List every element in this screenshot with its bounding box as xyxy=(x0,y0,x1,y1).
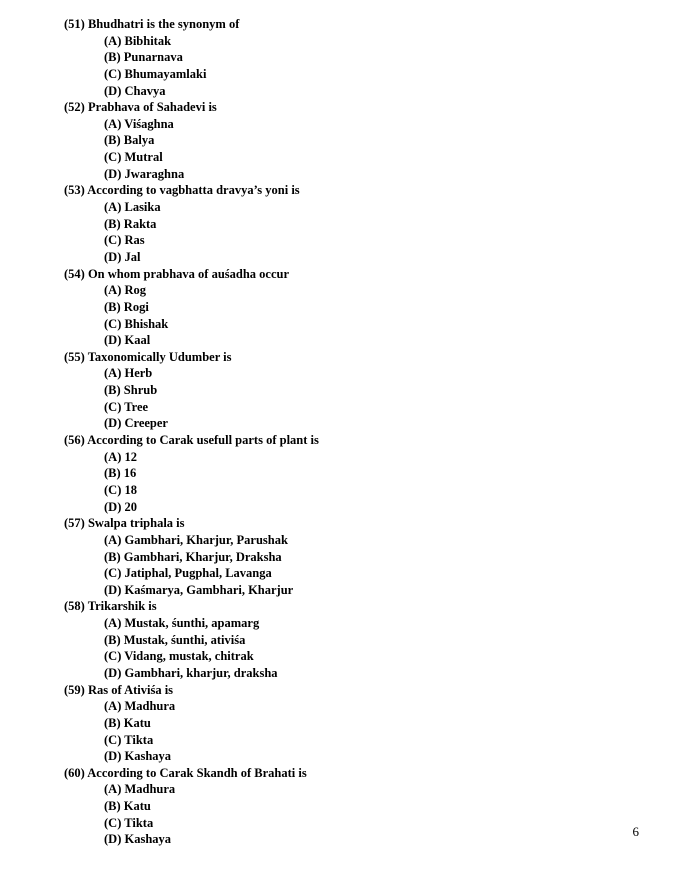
option-c: (C) Jatiphal, Pugphal, Lavanga xyxy=(104,566,272,581)
option-a: (A) Rog xyxy=(104,283,147,298)
question-text: (58) Trikarshik is xyxy=(64,599,157,614)
option-b: (B) Punarnava xyxy=(104,50,183,65)
option-a: (A) Bibhitak xyxy=(104,33,172,48)
option-d: (D) Kashaya xyxy=(104,832,172,847)
option-a: (A) Madhura xyxy=(104,782,176,797)
question-block xyxy=(64,765,624,848)
question-text: (57) Swalpa triphala is xyxy=(64,516,185,531)
option-c: (C) Tikta xyxy=(104,732,154,747)
question-block xyxy=(64,598,624,681)
option-b: (B) 16 xyxy=(104,466,137,481)
question-text: (52) Prabhava of Sahadevi is xyxy=(64,100,217,115)
question-text: (55) Taxonomically Udumber is xyxy=(64,349,232,364)
option-b: (B) Rakta xyxy=(104,216,157,231)
option-d: (D) Chavya xyxy=(104,83,166,98)
option-d: (D) Kashaya xyxy=(104,749,172,764)
option-c: (C) Vidang, mustak, chitrak xyxy=(104,649,254,664)
option-b: (B) Shrub xyxy=(104,383,158,398)
option-a: (A) Madhura xyxy=(104,699,176,714)
option-b: (B) Katu xyxy=(104,799,151,814)
question-text: (56) According to Carak usefull parts of plant is xyxy=(64,433,319,448)
option-d: (D) Kaśmarya, Gambhari, Kharjur xyxy=(104,582,294,597)
option-c: (C) Bhishak xyxy=(104,316,169,331)
question-text: (59) Ras of Ativiśa is xyxy=(64,682,174,697)
question-text: (51) Bhudhatri is the synonym of xyxy=(64,17,240,31)
option-d: (D) Jwaraghna xyxy=(104,166,185,181)
question-block xyxy=(64,182,624,265)
option-c: (C) Tree xyxy=(104,399,149,414)
option-a: (A) Viśaghna xyxy=(104,116,174,131)
option-a: (A) 12 xyxy=(104,449,137,464)
question-block xyxy=(64,16,624,99)
question-block xyxy=(64,266,624,349)
question-block xyxy=(64,682,624,765)
option-c: (C) 18 xyxy=(104,482,137,497)
option-b: (B) Gambhari, Kharjur, Draksha xyxy=(104,549,282,564)
question-block xyxy=(64,349,624,432)
option-a: (A) Gambhari, Kharjur, Parushak xyxy=(104,532,288,547)
option-d: (D) Kaal xyxy=(104,333,151,348)
option-a: (A) Herb xyxy=(104,366,153,381)
question-block xyxy=(64,99,624,182)
option-c: (C) Tikta xyxy=(104,815,154,830)
option-d: (D) Jal xyxy=(104,249,141,264)
option-a: (A) Lasika xyxy=(104,200,161,215)
option-b: (B) Mustak, śunthi, ativiśa xyxy=(104,632,246,647)
option-a: (A) Mustak, śunthi, apamarg xyxy=(104,616,260,631)
option-b: (B) Katu xyxy=(104,715,151,730)
page-number: 6 xyxy=(632,824,639,839)
option-c: (C) Ras xyxy=(104,233,145,248)
question-text: (54) On whom prabhava of auśadha occur xyxy=(64,266,290,281)
question-list xyxy=(64,16,624,848)
question-block xyxy=(64,515,624,598)
option-b: (B) Rogi xyxy=(104,299,149,314)
option-d: (D) Creeper xyxy=(104,416,168,431)
option-d: (D) 20 xyxy=(104,499,137,514)
question-text: (60) According to Carak Skandh of Brahati is xyxy=(64,765,307,780)
option-b: (B) Balya xyxy=(104,133,155,148)
option-c: (C) Mutral xyxy=(104,150,163,165)
question-text: (53) According to vagbhatta dravya’s yoni is xyxy=(64,183,300,198)
option-c: (C) Bhumayamlaki xyxy=(104,66,207,81)
question-block xyxy=(64,432,624,515)
option-d: (D) Gambhari, kharjur, draksha xyxy=(104,665,278,680)
